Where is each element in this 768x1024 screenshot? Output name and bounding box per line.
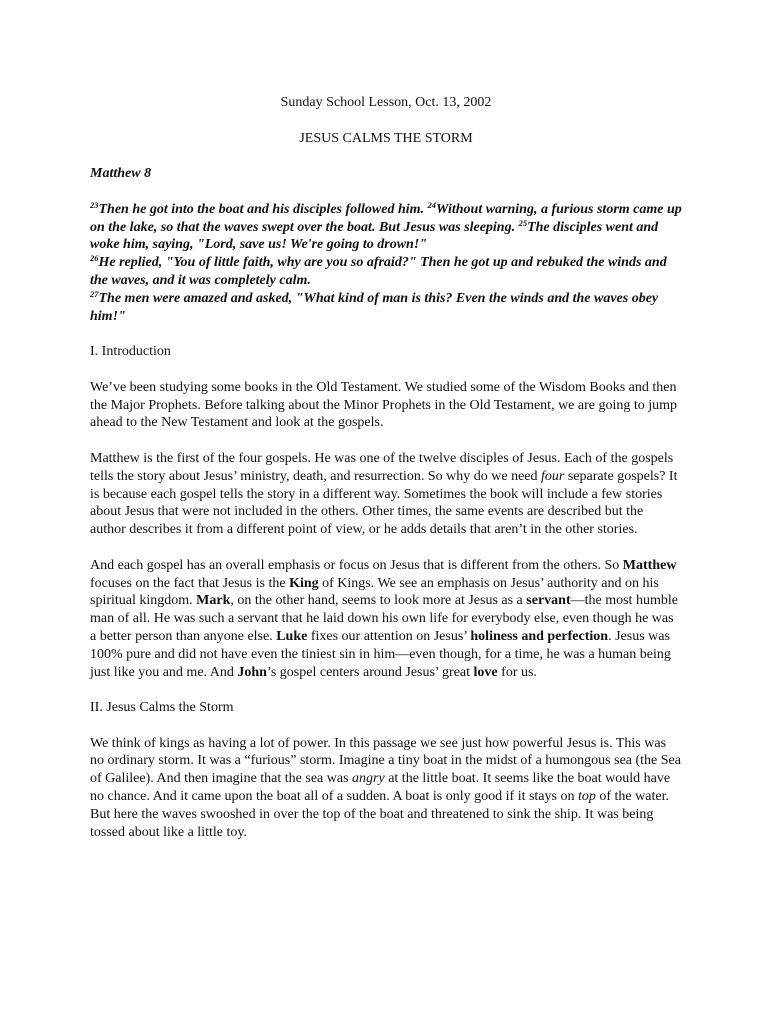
intro-paragraph-3: [90, 557, 682, 682]
text-run: focuses on the fact that Jesus is the: [90, 575, 290, 591]
bold-luke: Luke: [276, 628, 308, 644]
lesson-title: JESUS CALMS THE STORM: [299, 130, 473, 146]
scripture-passage: [90, 201, 682, 326]
lesson-date-line: Sunday School Lesson, Oct. 13, 2002: [280, 95, 492, 110]
bold-john: John: [237, 664, 267, 680]
verse-26: He replied, "You of little faith, why are you so afraid?" Then he got up and rebuked the winds and the waves, and it was completely calm.: [90, 255, 667, 288]
bold-holiness: holiness and perfection: [470, 628, 609, 644]
scripture-verse-27: [90, 290, 682, 326]
text-run: And each gospel has an overall emphasis or focus on Jesus that is different from the others. So: [90, 557, 623, 573]
text-run: fixes our attention on Jesus’: [307, 628, 471, 644]
scripture-verses-23-25: [90, 201, 682, 254]
verse-number-27: 27: [90, 288, 99, 299]
emphasis-top: top: [577, 789, 596, 805]
bold-mark: Mark: [196, 593, 231, 609]
verse-number-23: 23: [90, 199, 99, 210]
text-run: at the little boat. It seems like the boat would have no chance. And it came upon the boat all of a sudden. A boat is only good if it stays on: [90, 771, 671, 805]
scripture-verse-26: [90, 254, 682, 290]
text-run: —the most humble man of all. He was such a servant that he laid down his own life for everybody else, even though he was a better person than anyone else.: [90, 593, 678, 644]
section-heading-introduction: I. Introduction: [90, 344, 171, 360]
verse-27: The men were amazed and asked, "What kind of man is this? Even the winds and the waves obey him!": [90, 290, 659, 324]
verse-number-24: 24: [427, 199, 437, 210]
text-run: Matthew is the first of the four gospels. He was one of the twelve disciples of Jesus. Each of the gospels tells the story about Jesus’ ministry, death, and resurrection. So why do we need: [90, 450, 674, 484]
verse-25: The disciples went and woke him, saying, "Lord, save us! We're going to drown!": [90, 219, 659, 253]
text-run: of the water. But here the waves swooshed in over the top of the boat and threatened to sink the ship. It was being tossed about like a little toy.: [90, 789, 669, 840]
text-run: separate gospels? It is because each gospel tells the story in a different way. Sometimes the book will include a few stories about Jesus that were not included in the others. Other times, the same events are described but the author describes it from a different point of view, or he adds details that aren’t in the other stories.: [90, 468, 678, 538]
text-run: for us.: [497, 664, 537, 680]
intro-paragraph-2: [90, 450, 682, 539]
text-run: We think of kings as having a lot of power. In this passage we see just how powerful Jesus is. This was no ordinary storm. It was a “furious” storm. Imagine a tiny boat in the midst of a humongous sea (the Sea of Galilee). And then imagine that the sea was: [90, 735, 681, 787]
verse-number-25: 25: [518, 217, 528, 228]
storm-paragraph-1: [90, 735, 682, 842]
section-heading-jesus-calms-storm: II. Jesus Calms the Storm: [90, 700, 234, 716]
intro-paragraph-1: We’ve been studying some books in the Old Testament. We studied some of the Wisdom Books and then the Major Prophets. Before talking about the Minor Prophets in the Old Testament, we are going to jump ahead to the New Testament and look at the gospels.: [90, 379, 678, 431]
bold-king: King: [289, 575, 319, 591]
bold-servant: servant: [526, 593, 571, 609]
verse-number-26: 26: [90, 253, 99, 264]
bold-love: love: [473, 664, 498, 680]
bold-matthew: Matthew: [622, 557, 677, 573]
emphasis-four: four: [541, 468, 565, 484]
text-run: , on the other hand, seems to look more at Jesus as a: [230, 593, 527, 609]
verse-24: Without warning, a furious storm came up on the lake, so that the waves swept over the boat. But Jesus was sleeping.: [90, 201, 682, 235]
text-run: of Kings. We see an emphasis on Jesus’ authority and on his spiritual kingdom.: [90, 575, 659, 609]
scripture-reference: Matthew 8: [90, 166, 152, 182]
text-run: ’s gospel centers around Jesus’ great: [266, 664, 474, 680]
text-run: . Jesus was 100% pure and did not have even the tiniest sin in him—even though, for a time, he was a human being just like you and me. And: [90, 628, 671, 680]
verse-23: Then he got into the boat and his disciples followed him.: [98, 201, 428, 217]
emphasis-angry: angry: [352, 771, 385, 787]
